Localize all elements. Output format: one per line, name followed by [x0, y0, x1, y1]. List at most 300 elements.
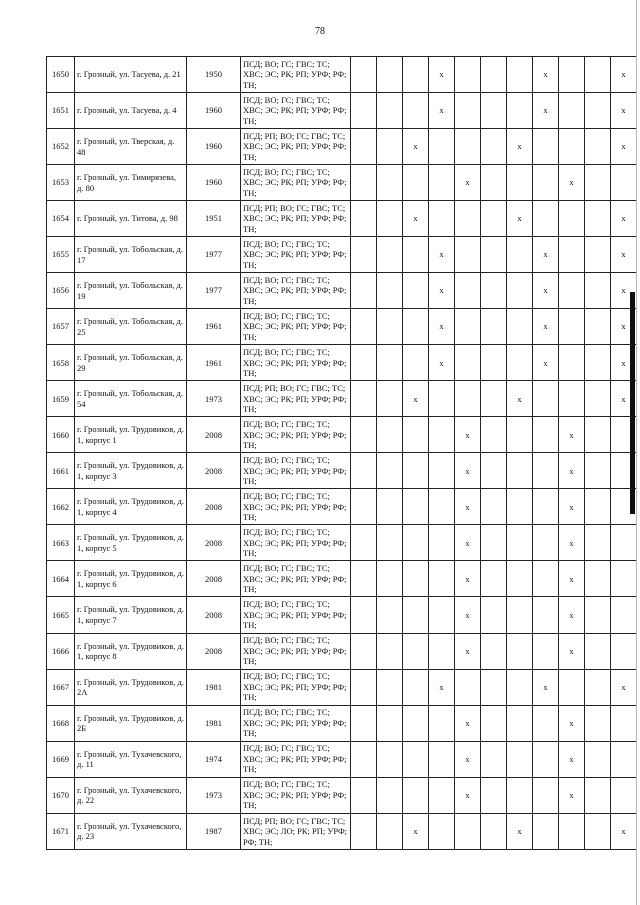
mark-cell — [455, 345, 481, 381]
mark-cell — [429, 165, 455, 201]
mark-cell: x — [429, 93, 455, 129]
mark-cell: x — [611, 93, 637, 129]
mark-cell — [403, 525, 429, 561]
mark-cell — [507, 93, 533, 129]
mark-cell — [611, 525, 637, 561]
mark-cell — [455, 669, 481, 705]
table-row — [47, 165, 637, 201]
building-systems: ПСД; РП; ВО; ГС; ГВС; ТС; ХВС; ЭС; РК; РП; УРФ; РФ; ТН; — [241, 381, 351, 417]
mark-cell — [585, 57, 611, 93]
mark-cell — [429, 129, 455, 165]
mark-cell — [559, 129, 585, 165]
mark-cell — [481, 93, 507, 129]
mark-cell — [377, 417, 403, 453]
mark-cell — [429, 381, 455, 417]
mark-cell — [585, 345, 611, 381]
mark-cell — [403, 705, 429, 741]
table-row — [47, 813, 637, 849]
construction-year: 1960 — [187, 165, 241, 201]
mark-cell — [507, 489, 533, 525]
row-number: 1661 — [47, 453, 75, 489]
mark-cell — [377, 453, 403, 489]
table-row — [47, 489, 637, 525]
mark-cell: x — [559, 741, 585, 777]
mark-cell: x — [533, 309, 559, 345]
mark-cell — [429, 417, 455, 453]
building-systems: ПСД; ВО; ГС; ГВС; ТС; ХВС; ЭС; РК; РП; УРФ; РФ; ТН; — [241, 93, 351, 129]
mark-cell: x — [429, 273, 455, 309]
mark-cell — [559, 273, 585, 309]
mark-cell — [533, 489, 559, 525]
mark-cell — [507, 57, 533, 93]
mark-cell — [377, 201, 403, 237]
construction-year: 1961 — [187, 345, 241, 381]
mark-cell — [585, 777, 611, 813]
mark-cell — [481, 777, 507, 813]
mark-cell: x — [611, 813, 637, 849]
mark-cell — [585, 93, 611, 129]
mark-cell — [351, 273, 377, 309]
mark-cell — [351, 741, 377, 777]
row-number: 1662 — [47, 489, 75, 525]
mark-cell — [351, 57, 377, 93]
building-systems: ПСД; ВО; ГС; ГВС; ТС; ХВС; ЭС; РК; РП; УРФ; РФ; ТН; — [241, 597, 351, 633]
building-address: г. Грозный, ул. Трудовиков, д. 1, корпус 7 — [75, 597, 187, 633]
mark-cell: x — [455, 525, 481, 561]
mark-cell — [533, 453, 559, 489]
mark-cell — [429, 813, 455, 849]
mark-cell — [533, 381, 559, 417]
building-address: г. Грозный, ул. Тухачевского, д. 22 — [75, 777, 187, 813]
building-systems: ПСД; ВО; ГС; ГВС; ТС; ХВС; ЭС; РК; РП; УРФ; РФ; ТН; — [241, 453, 351, 489]
mark-cell — [455, 273, 481, 309]
mark-cell — [377, 705, 403, 741]
construction-year: 1960 — [187, 129, 241, 165]
table-row — [47, 561, 637, 597]
mark-cell — [429, 453, 455, 489]
mark-cell — [377, 165, 403, 201]
mark-cell — [377, 669, 403, 705]
scan-edge-line — [636, 0, 637, 905]
mark-cell — [611, 165, 637, 201]
mark-cell — [351, 129, 377, 165]
mark-cell — [403, 741, 429, 777]
mark-cell — [429, 777, 455, 813]
mark-cell: x — [455, 597, 481, 633]
mark-cell — [585, 489, 611, 525]
mark-cell — [533, 417, 559, 453]
mark-cell — [533, 741, 559, 777]
mark-cell — [403, 237, 429, 273]
mark-cell — [611, 561, 637, 597]
mark-cell — [585, 129, 611, 165]
table-row — [47, 381, 637, 417]
mark-cell — [455, 381, 481, 417]
construction-year: 1974 — [187, 741, 241, 777]
mark-cell — [429, 705, 455, 741]
mark-cell — [533, 165, 559, 201]
table-row — [47, 57, 637, 93]
mark-cell: x — [533, 345, 559, 381]
row-number: 1670 — [47, 777, 75, 813]
mark-cell — [429, 633, 455, 669]
mark-cell — [533, 705, 559, 741]
building-address: г. Грозный, ул. Тобольская, д. 29 — [75, 345, 187, 381]
row-number: 1665 — [47, 597, 75, 633]
construction-year: 2008 — [187, 561, 241, 597]
mark-cell: x — [611, 381, 637, 417]
mark-cell — [585, 417, 611, 453]
building-systems: ПСД; ВО; ГС; ГВС; ТС; ХВС; ЭС; РК; РП; УРФ; РФ; ТН; — [241, 561, 351, 597]
mark-cell — [559, 201, 585, 237]
mark-cell — [455, 57, 481, 93]
mark-cell: x — [455, 417, 481, 453]
mark-cell — [585, 597, 611, 633]
mark-cell — [559, 381, 585, 417]
mark-cell — [481, 309, 507, 345]
mark-cell — [481, 201, 507, 237]
mark-cell — [429, 201, 455, 237]
mark-cell — [533, 201, 559, 237]
mark-cell — [481, 525, 507, 561]
building-address: г. Грозный, ул. Тухачевского, д. 23 — [75, 813, 187, 849]
building-systems: ПСД; ВО; ГС; ГВС; ТС; ХВС; ЭС; РК; РП; УРФ; РФ; ТН; — [241, 345, 351, 381]
mark-cell: x — [455, 741, 481, 777]
row-number: 1667 — [47, 669, 75, 705]
mark-cell — [351, 201, 377, 237]
mark-cell — [351, 165, 377, 201]
mark-cell: x — [559, 453, 585, 489]
building-address: г. Грозный, ул. Трудовиков, д. 1, корпус 3 — [75, 453, 187, 489]
row-number: 1654 — [47, 201, 75, 237]
row-number: 1663 — [47, 525, 75, 561]
mark-cell — [585, 453, 611, 489]
mark-cell — [351, 669, 377, 705]
building-systems: ПСД; ВО; ГС; ГВС; ТС; ХВС; ЭС; РК; РП; УРФ; РФ; ТН; — [241, 309, 351, 345]
mark-cell: x — [611, 273, 637, 309]
mark-cell — [351, 417, 377, 453]
building-systems: ПСД; ВО; ГС; ГВС; ТС; ХВС; ЭС; РК; РП; УРФ; РФ; ТН; — [241, 633, 351, 669]
mark-cell: x — [429, 309, 455, 345]
mark-cell — [507, 309, 533, 345]
row-number: 1655 — [47, 237, 75, 273]
scan-edge-bar — [630, 292, 635, 514]
mark-cell: x — [403, 201, 429, 237]
building-systems: ПСД; ВО; ГС; ГВС; ТС; ХВС; ЭС; РК; РП; УРФ; РФ; ТН; — [241, 489, 351, 525]
mark-cell — [507, 597, 533, 633]
building-address: г. Грозный, ул. Тасуева, д. 21 — [75, 57, 187, 93]
mark-cell — [481, 813, 507, 849]
mark-cell — [585, 201, 611, 237]
mark-cell — [585, 165, 611, 201]
construction-year: 1960 — [187, 93, 241, 129]
mark-cell — [377, 381, 403, 417]
mark-cell — [351, 813, 377, 849]
building-systems: ПСД; ВО; ГС; ГВС; ТС; ХВС; ЭС; РК; РП; УРФ; РФ; ТН; — [241, 237, 351, 273]
mark-cell — [481, 561, 507, 597]
building-address: г. Грозный, ул. Тобольская, д. 54 — [75, 381, 187, 417]
building-address: г. Грозный, ул. Трудовиков, д. 1, корпус 1 — [75, 417, 187, 453]
mark-cell — [481, 489, 507, 525]
row-number: 1664 — [47, 561, 75, 597]
mark-cell — [403, 57, 429, 93]
mark-cell: x — [429, 669, 455, 705]
mark-cell: x — [533, 669, 559, 705]
mark-cell — [481, 453, 507, 489]
mark-cell — [481, 165, 507, 201]
mark-cell — [533, 633, 559, 669]
mark-cell — [377, 237, 403, 273]
mark-cell: x — [559, 633, 585, 669]
mark-cell: x — [533, 57, 559, 93]
table-row — [47, 669, 637, 705]
mark-cell: x — [429, 57, 455, 93]
mark-cell — [455, 237, 481, 273]
building-address: г. Грозный, ул. Тобольская, д. 19 — [75, 273, 187, 309]
mark-cell: x — [403, 129, 429, 165]
mark-cell — [507, 777, 533, 813]
mark-cell: x — [533, 237, 559, 273]
mark-cell: x — [559, 777, 585, 813]
mark-cell: x — [559, 705, 585, 741]
mark-cell — [585, 633, 611, 669]
mark-cell — [377, 633, 403, 669]
mark-cell — [507, 237, 533, 273]
construction-year: 1973 — [187, 381, 241, 417]
mark-cell: x — [559, 165, 585, 201]
mark-cell — [507, 417, 533, 453]
mark-cell — [611, 741, 637, 777]
table-row — [47, 237, 637, 273]
mark-cell: x — [611, 57, 637, 93]
mark-cell — [559, 93, 585, 129]
mark-cell: x — [611, 237, 637, 273]
construction-year: 1977 — [187, 237, 241, 273]
mark-cell — [377, 489, 403, 525]
mark-cell — [377, 57, 403, 93]
mark-cell: x — [559, 489, 585, 525]
table-row — [47, 741, 637, 777]
table-row — [47, 345, 637, 381]
mark-cell — [403, 597, 429, 633]
mark-cell: x — [455, 633, 481, 669]
mark-cell — [533, 813, 559, 849]
mark-cell — [481, 417, 507, 453]
construction-year: 2008 — [187, 633, 241, 669]
mark-cell — [585, 705, 611, 741]
building-systems: ПСД; РП; ВО; ГС; ГВС; ТС; ХВС; ЭС; РК; РП; УРФ; РФ; ТН; — [241, 129, 351, 165]
mark-cell — [559, 345, 585, 381]
mark-cell — [481, 129, 507, 165]
mark-cell — [585, 813, 611, 849]
mark-cell — [507, 453, 533, 489]
table-row — [47, 705, 637, 741]
building-address: г. Грозный, ул. Тобольская, д. 25 — [75, 309, 187, 345]
mark-cell — [403, 273, 429, 309]
row-number: 1657 — [47, 309, 75, 345]
construction-year: 1961 — [187, 309, 241, 345]
mark-cell: x — [611, 129, 637, 165]
row-number: 1668 — [47, 705, 75, 741]
mark-cell — [507, 741, 533, 777]
building-systems: ПСД; ВО; ГС; ГВС; ТС; ХВС; ЭС; РК; РП; УРФ; РФ; ТН; — [241, 669, 351, 705]
mark-cell — [403, 777, 429, 813]
mark-cell — [507, 633, 533, 669]
mark-cell — [585, 381, 611, 417]
row-number: 1650 — [47, 57, 75, 93]
mark-cell — [559, 237, 585, 273]
mark-cell — [377, 741, 403, 777]
mark-cell: x — [455, 453, 481, 489]
mark-cell: x — [611, 309, 637, 345]
mark-cell: x — [559, 417, 585, 453]
mark-cell — [507, 165, 533, 201]
building-systems: ПСД; ВО; ГС; ГВС; ТС; ХВС; ЭС; РК; РП; УРФ; РФ; ТН; — [241, 525, 351, 561]
mark-cell: x — [559, 597, 585, 633]
mark-cell — [403, 669, 429, 705]
mark-cell — [377, 345, 403, 381]
mark-cell — [481, 705, 507, 741]
page-number: 78 — [315, 26, 325, 37]
table-row — [47, 93, 637, 129]
mark-cell — [351, 309, 377, 345]
table-row — [47, 777, 637, 813]
mark-cell — [455, 813, 481, 849]
mark-cell: x — [455, 489, 481, 525]
mark-cell: x — [611, 201, 637, 237]
mark-cell — [507, 273, 533, 309]
mark-cell — [403, 633, 429, 669]
mark-cell — [611, 705, 637, 741]
building-address: г. Грозный, ул. Трудовиков, д. 1, корпус 6 — [75, 561, 187, 597]
mark-cell — [481, 273, 507, 309]
mark-cell — [351, 237, 377, 273]
row-number: 1651 — [47, 93, 75, 129]
mark-cell — [533, 777, 559, 813]
row-number: 1653 — [47, 165, 75, 201]
mark-cell — [611, 633, 637, 669]
mark-cell — [455, 309, 481, 345]
building-systems: ПСД; ВО; ГС; ГВС; ТС; ХВС; ЭС; РК; РП; УРФ; РФ; ТН; — [241, 777, 351, 813]
mark-cell — [533, 525, 559, 561]
table-row — [47, 417, 637, 453]
mark-cell — [403, 309, 429, 345]
construction-year: 2008 — [187, 597, 241, 633]
building-systems: ПСД; РП; ВО; ГС; ГВС; ТС; ХВС; ЭС; РК; РП; УРФ; РФ; ТН; — [241, 201, 351, 237]
mark-cell — [377, 813, 403, 849]
table-row — [47, 525, 637, 561]
mark-cell — [403, 93, 429, 129]
mark-cell — [585, 525, 611, 561]
mark-cell: x — [559, 525, 585, 561]
mark-cell — [351, 381, 377, 417]
mark-cell — [481, 237, 507, 273]
mark-cell: x — [507, 813, 533, 849]
mark-cell — [377, 597, 403, 633]
mark-cell — [559, 57, 585, 93]
building-address: г. Грозный, ул. Трудовиков, д. 1, корпус 5 — [75, 525, 187, 561]
table-row — [47, 453, 637, 489]
construction-year: 2008 — [187, 525, 241, 561]
mark-cell — [351, 453, 377, 489]
row-number: 1658 — [47, 345, 75, 381]
building-address: г. Грозный, ул. Трудовиков, д. 2А — [75, 669, 187, 705]
mark-cell — [585, 741, 611, 777]
table-row — [47, 201, 637, 237]
mark-cell: x — [429, 237, 455, 273]
table-row — [47, 633, 637, 669]
mark-cell — [507, 561, 533, 597]
row-number: 1652 — [47, 129, 75, 165]
mark-cell — [585, 669, 611, 705]
mark-cell — [351, 93, 377, 129]
mark-cell: x — [507, 381, 533, 417]
building-address: г. Грозный, ул. Тверская, д. 48 — [75, 129, 187, 165]
mark-cell: x — [455, 561, 481, 597]
mark-cell: x — [507, 201, 533, 237]
building-address: г. Грозный, ул. Тобольская, д. 17 — [75, 237, 187, 273]
construction-year: 2008 — [187, 417, 241, 453]
mark-cell — [351, 345, 377, 381]
mark-cell — [507, 525, 533, 561]
mark-cell — [351, 777, 377, 813]
mark-cell — [403, 417, 429, 453]
mark-cell — [429, 561, 455, 597]
building-systems: ПСД; ВО; ГС; ГВС; ТС; ХВС; ЭС; РК; РП; УРФ; РФ; ТН; — [241, 705, 351, 741]
mark-cell — [429, 741, 455, 777]
building-address: г. Грозный, ул. Трудовиков, д. 1, корпус 4 — [75, 489, 187, 525]
mark-cell: x — [533, 273, 559, 309]
mark-cell — [429, 489, 455, 525]
table-row — [47, 597, 637, 633]
mark-cell — [455, 93, 481, 129]
building-address: г. Грозный, ул. Трудовиков, д. 1, корпус 8 — [75, 633, 187, 669]
table-row — [47, 309, 637, 345]
row-number: 1659 — [47, 381, 75, 417]
mark-cell: x — [455, 165, 481, 201]
mark-cell — [533, 129, 559, 165]
mark-cell — [481, 381, 507, 417]
mark-cell — [377, 561, 403, 597]
mark-cell — [351, 597, 377, 633]
table-row — [47, 273, 637, 309]
mark-cell — [429, 597, 455, 633]
mark-cell — [585, 561, 611, 597]
mark-cell — [403, 561, 429, 597]
mark-cell — [377, 525, 403, 561]
mark-cell: x — [403, 381, 429, 417]
mark-cell: x — [403, 813, 429, 849]
mark-cell — [403, 453, 429, 489]
mark-cell — [481, 741, 507, 777]
mark-cell — [455, 201, 481, 237]
building-address: г. Грозный, ул. Тимирязева, д. 80 — [75, 165, 187, 201]
mark-cell — [377, 309, 403, 345]
mark-cell — [611, 597, 637, 633]
mark-cell: x — [455, 705, 481, 741]
mark-cell — [403, 345, 429, 381]
construction-year: 1951 — [187, 201, 241, 237]
mark-cell — [377, 273, 403, 309]
table-body — [47, 57, 637, 850]
row-number: 1656 — [47, 273, 75, 309]
mark-cell — [481, 597, 507, 633]
construction-year: 1977 — [187, 273, 241, 309]
building-address: г. Грозный, ул. Тасуева, д. 4 — [75, 93, 187, 129]
building-systems: ПСД; ВО; ГС; ГВС; ТС; ХВС; ЭС; РК; РП; УРФ; РФ; ТН; — [241, 741, 351, 777]
mark-cell: x — [559, 561, 585, 597]
mark-cell — [377, 129, 403, 165]
